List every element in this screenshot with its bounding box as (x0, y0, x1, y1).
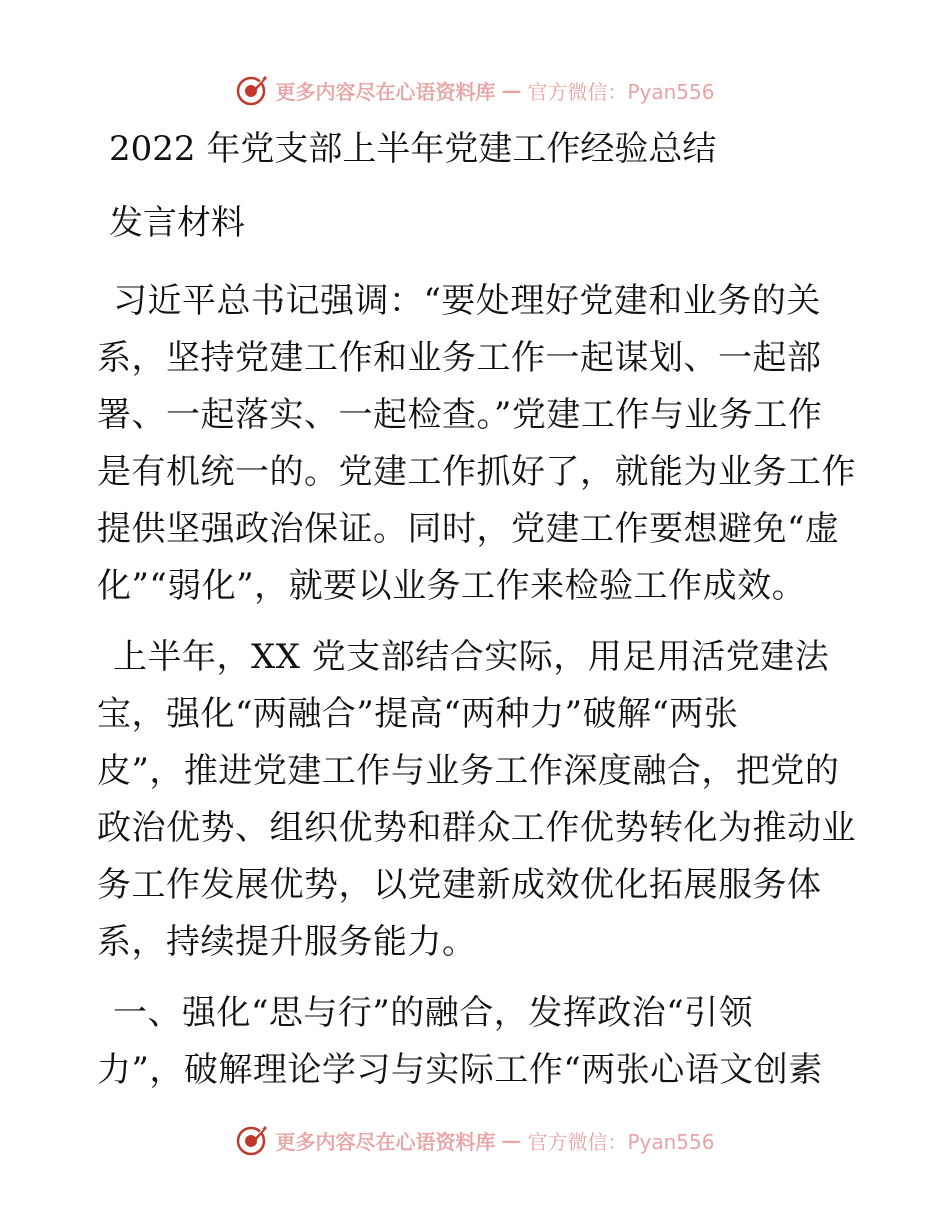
watermark-banner-bottom (0, 1120, 950, 1160)
quill-logo-icon (235, 1123, 269, 1157)
paragraph-3 (97, 985, 849, 1099)
paragraph-1 (97, 273, 856, 615)
paragraph-line: 系，坚持党建工作和业务工作一起谋划、一起部 (97, 338, 822, 378)
section-heading-line: 一、强化“思与行”的融合，发挥政治“引领 (113, 993, 754, 1033)
watermark-wechat-text: 官方微信：Pyan556 (527, 1129, 715, 1154)
watermark-banner-top (0, 70, 950, 110)
document-title-line-1: 2022 年党支部上半年党建工作经验总结 (109, 129, 717, 169)
watermark-wechat-text: 官方微信：Pyan556 (527, 79, 715, 104)
section-heading-line: 力”，破解理论学习与实际工作“两张心语文创素 (97, 1050, 823, 1090)
watermark-main-text: 更多内容尽在心语资料库 (275, 79, 496, 104)
watermark-dash: — (501, 1128, 522, 1152)
paragraph-line: 皮”，推进党建工作与业务工作深度融合，把党的 (97, 751, 840, 791)
paragraph-line: 系，持续提升服务能力。 (97, 922, 477, 962)
quill-logo-icon (235, 73, 269, 107)
watermark-main-text: 更多内容尽在心语资料库 (275, 1129, 496, 1154)
document-body (97, 125, 856, 1099)
document-title-line-2: 发言材料 (109, 203, 245, 243)
paragraph-line: 署、一起落实、一起检查。”党建工作与业务工作 (97, 395, 823, 435)
paragraph-line: 务工作发展优势，以党建新成效优化拓展服务体 (97, 865, 822, 905)
paragraph-line: 习近平总书记强调：“要处理好党建和业务的关 (113, 281, 821, 321)
paragraph-2 (97, 629, 856, 971)
watermark-dash: — (501, 78, 522, 102)
paragraph-line: 上半年，XX 党支部结合实际，用足用活党建法 (113, 637, 830, 677)
paragraph-line: 是有机统一的。党建工作抓好了，就能为业务工作 (97, 452, 856, 492)
paragraph-line: 提供坚强政治保证。同时，党建工作要想避免“虚 (97, 509, 840, 549)
paragraph-line: 宝，强化“两融合”提高“两种力”破解“两张 (97, 694, 739, 734)
paragraph-line: 政治优势、组织优势和群众工作优势转化为推动业 (97, 808, 856, 848)
paragraph-line: 化”“弱化”，就要以业务工作来检验工作成效。 (97, 566, 807, 606)
